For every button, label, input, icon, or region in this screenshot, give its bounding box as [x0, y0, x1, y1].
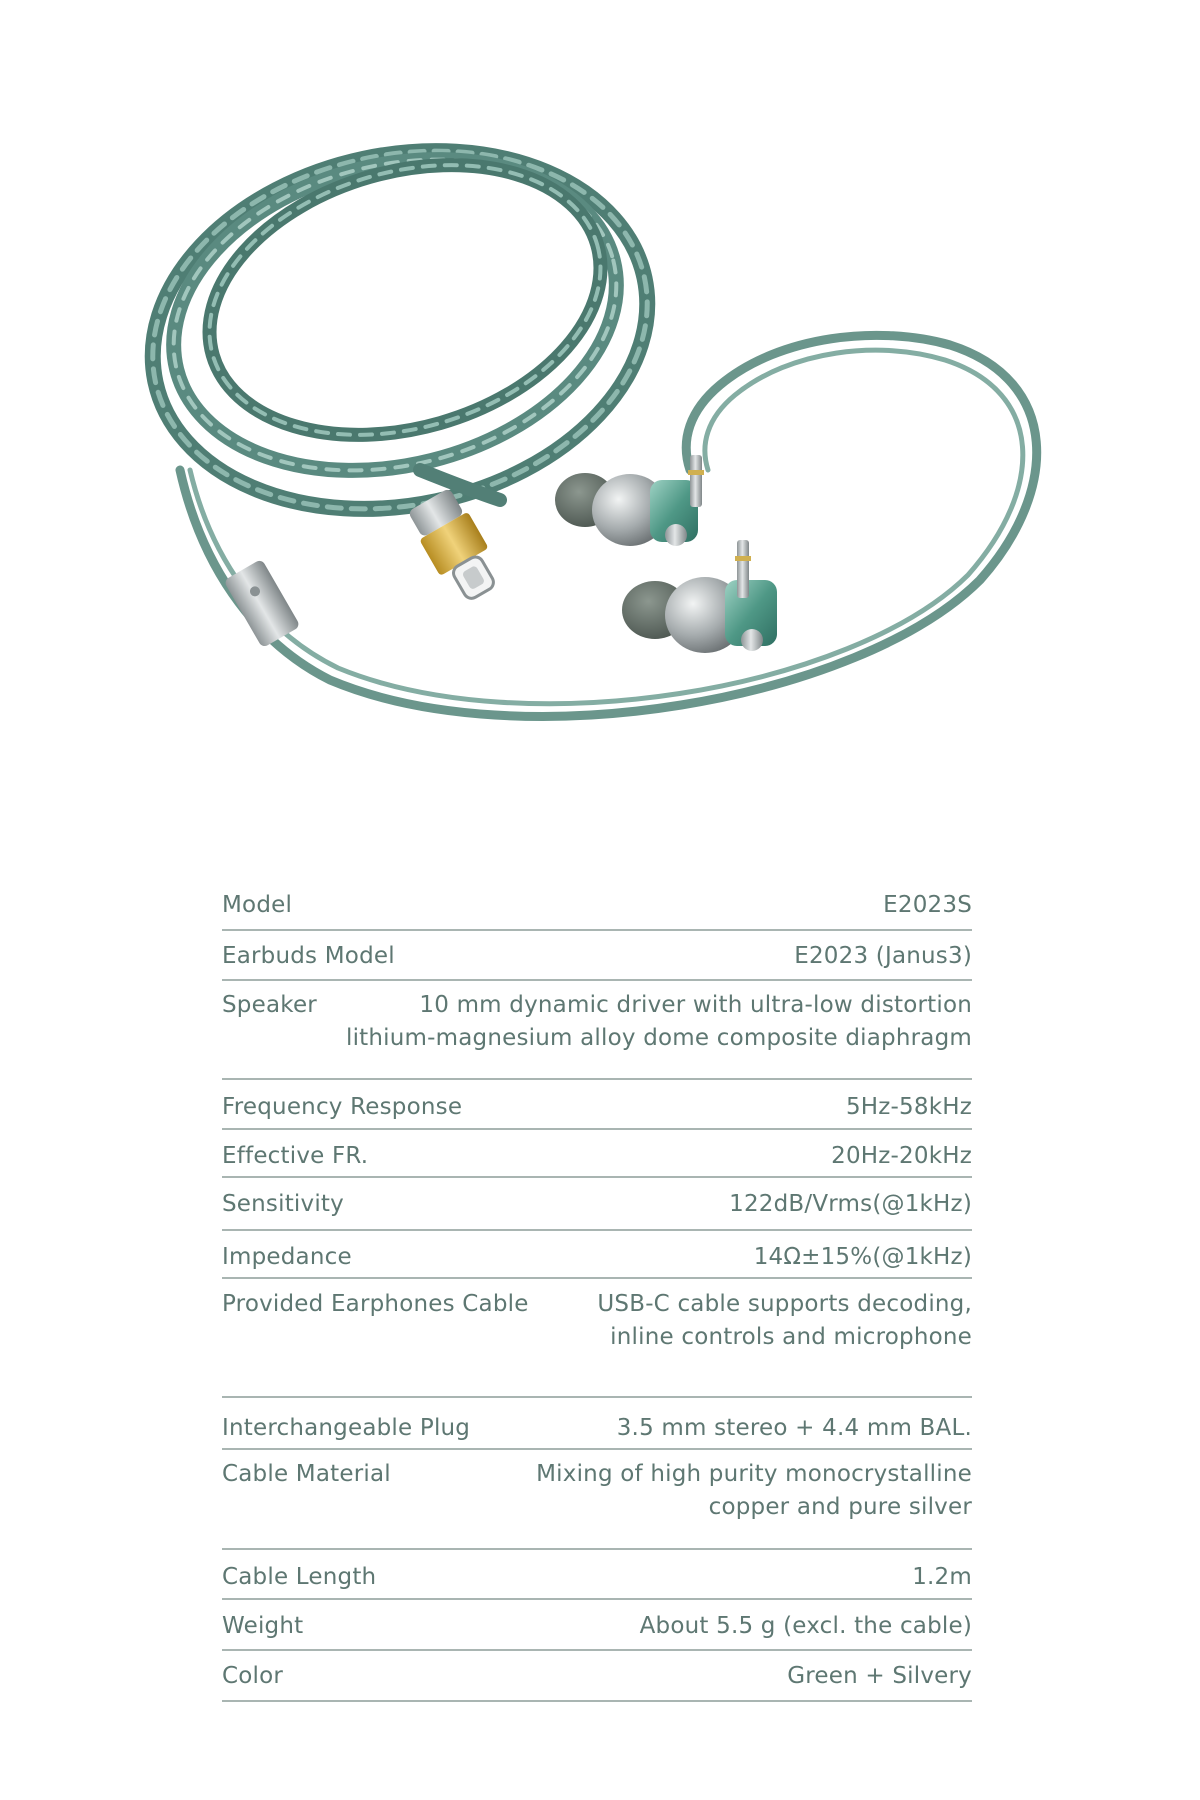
spec-row-cable-length [222, 1550, 972, 1600]
spec-value: 10 mm dynamic driver with ultra-low distortion lithium-magnesium alloy dome composite diaphragm [345, 992, 972, 1051]
spec-label: Model [222, 892, 293, 918]
spec-value: E2023 (Janus3) [794, 943, 972, 969]
spec-label: Impedance [222, 1244, 352, 1270]
spec-label: Provided Earphones Cable [222, 1291, 529, 1317]
spec-row-earbuds-model [222, 931, 972, 981]
spec-row-interchangeable-plug [222, 1398, 972, 1450]
spec-label: Speaker [222, 992, 317, 1018]
spec-label: Effective FR. [222, 1143, 369, 1169]
spec-value: 20Hz-20kHz [831, 1143, 972, 1169]
spec-label: Cable Material [222, 1461, 391, 1487]
spec-label: Weight [222, 1613, 304, 1639]
product-image [0, 0, 1200, 820]
spec-label: Frequency Response [222, 1094, 463, 1120]
spec-value: 122dB/Vrms(@1kHz) [729, 1191, 972, 1217]
spec-value: 3.5 mm stereo + 4.4 mm BAL. [616, 1415, 972, 1441]
spec-value: E2023S [883, 892, 972, 918]
spec-label: Color [222, 1663, 284, 1689]
spec-label: Sensitivity [222, 1191, 344, 1217]
spec-row-speaker [222, 981, 972, 1080]
earbud-right [622, 540, 777, 653]
spec-row-sensitivity [222, 1178, 972, 1231]
spec-label: Cable Length [222, 1564, 377, 1590]
spec-value: About 5.5 g (excl. the cable) [639, 1613, 972, 1639]
earbud-left [555, 455, 704, 546]
spec-row-color [222, 1651, 972, 1702]
spec-value: 1.2m [912, 1564, 972, 1590]
spec-value: 5Hz-58kHz [845, 1094, 972, 1120]
spec-row-cable-material [222, 1450, 972, 1550]
spec-table [222, 880, 972, 1702]
spec-value: Mixing of high purity monocrystalline copper and pure silver [536, 1461, 972, 1520]
spec-row-model [222, 880, 972, 931]
earphones-illustration [0, 0, 1200, 820]
spec-label: Earbuds Model [222, 943, 395, 969]
spec-row-impedance [222, 1231, 972, 1279]
spec-value: USB-C cable supports decoding, inline controls and microphone [597, 1291, 972, 1350]
spec-value: Green + Silvery [787, 1663, 972, 1689]
spec-value: 14Ω±15%(@1kHz) [753, 1244, 972, 1270]
spec-row-frequency-response [222, 1080, 972, 1130]
spec-row-weight [222, 1600, 972, 1651]
spec-label: Interchangeable Plug [222, 1415, 471, 1441]
spec-row-effective-fr [222, 1130, 972, 1178]
spec-row-provided-earphones-cable [222, 1279, 972, 1398]
